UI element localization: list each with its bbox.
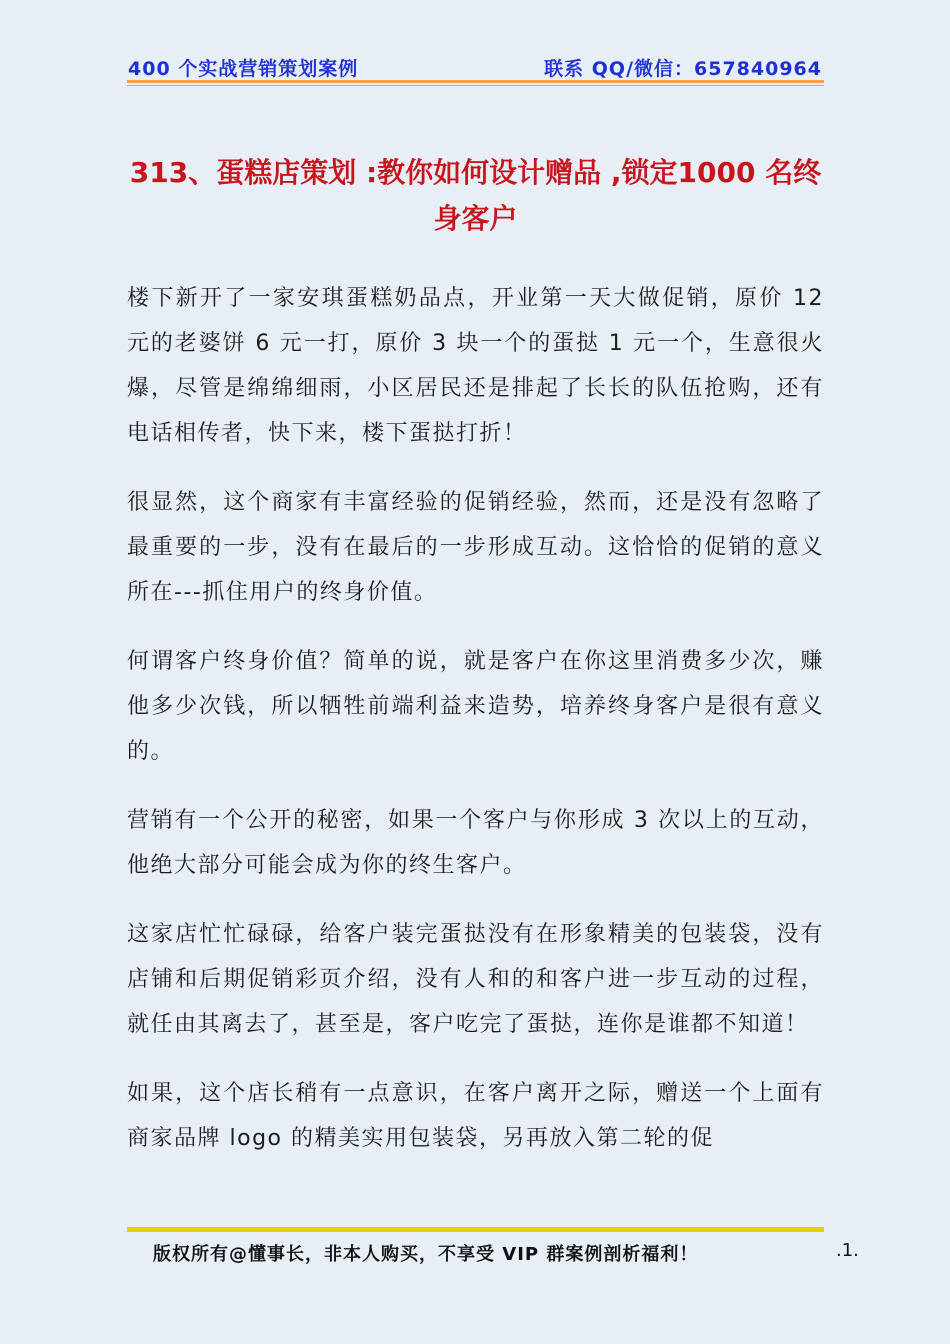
paragraph: 很显然，这个商家有丰富经验的促销经验，然而，还是没有忽略了最重要的一步，没有在最后的一步形成互动。这恰恰的促销的意义所在---抓住用户的终身价值。: [127, 490, 824, 605]
header-series-title: 400 个实战营销策划案例: [128, 58, 359, 80]
paragraph: 这家店忙忙碌碌，给客户装完蛋挞没有在形象精美的包装袋，没有店铺和后期促销彩页介绍，没有人和的和客户进一步互动的过程，就任由其离去了，甚至是，客户吃完了蛋挞，连你是谁都不知道！: [127, 922, 824, 1037]
article-body: [127, 276, 824, 1185]
header-rule: [127, 80, 824, 83]
header-rule-thin: [127, 85, 824, 86]
paragraph: 何谓客户终身价值？简单的说，就是客户在你这里消费多少次，赚他多少次钱，所以牺牲前端利益来造势，培养终身客户是很有意义的。: [127, 649, 824, 764]
footer-rule: [127, 1227, 824, 1232]
paragraph: 营销有一个公开的秘密，如果一个客户与你形成 3 次以上的互动，他绝大部分可能会成为你的终生客户。: [127, 808, 824, 878]
page-number: .1.: [836, 1240, 859, 1261]
page-title: 313、蛋糕店策划 :教你如何设计赠品 ,锁定1000 名终身客户: [129, 156, 822, 235]
footer-copyright: 版权所有@懂事长，非本人购买，不享受 VIP 群案例剖析福利！: [153, 1244, 699, 1265]
paragraph: 如果，这个店长稍有一点意识，在客户离开之际，赠送一个上面有商家品牌 logo 的精美实用包装袋，另再放入第二轮的促: [127, 1081, 824, 1151]
header-contact: 联系 QQ/微信：657840964: [544, 58, 822, 80]
paragraph: 楼下新开了一家安琪蛋糕奶品点，开业第一天大做促销，原价 12 元的老婆饼 6 元一打，原价 3 块一个的蛋挞 1 元一个，生意很火爆，尽管是绵绵细雨，小区居民还是排起了长长的队伍抢购，还有电话相传者，快下来，楼下蛋挞打折！: [127, 286, 824, 446]
